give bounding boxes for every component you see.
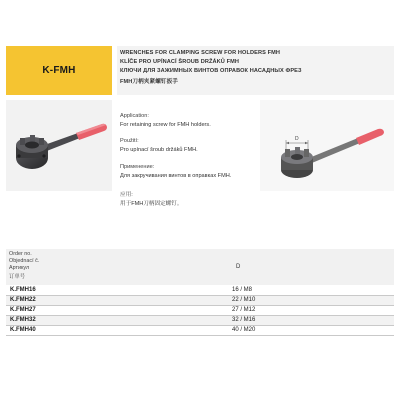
wrench-drawing-image	[260, 100, 394, 191]
order-label-cz: Objednací č.	[9, 258, 40, 264]
column-header-d: D	[236, 264, 241, 270]
product-code: K-FMH	[42, 65, 76, 76]
application-text-cz: Pro upínací šroub držáků FMH.	[120, 147, 198, 153]
row-d-value: 16 / M8	[232, 287, 253, 293]
table-row	[6, 286, 394, 296]
wrench-photo-image	[6, 100, 112, 191]
product-photo	[6, 100, 112, 191]
row-order-code: K.FMH40	[10, 327, 36, 333]
row-order-code: K.FMH16	[10, 287, 36, 293]
application-text-cn: 用于FMH刀柄固定螺钉。	[120, 201, 183, 207]
row-order-code: K.FMH27	[10, 307, 36, 313]
row-order-code: K.FMH32	[10, 317, 36, 323]
row-d-value: 27 / M12	[232, 307, 256, 313]
dimension-d-label: D	[295, 136, 299, 142]
table-row	[6, 316, 394, 326]
application-text-ru: Для закручивания винтов в оправках FMH.	[120, 173, 232, 179]
title-english: WRENCHES FOR CLAMPING SCREW FOR HOLDERS FMH	[120, 50, 280, 56]
product-code-box	[6, 46, 112, 95]
title-czech: KLÍČE PRO UPÍNACÍ ŠROUB DRŽÁKŮ FMH	[120, 59, 240, 65]
application-heading-en: Application:	[120, 113, 149, 119]
order-label-en: Order no.	[9, 251, 32, 257]
application-heading-ru: Применение:	[120, 164, 155, 170]
order-label-ru: Артикул	[9, 265, 30, 271]
table-row	[6, 326, 394, 336]
order-label-cn: 订单号	[9, 274, 26, 280]
title-russian: КЛЮЧИ ДЛЯ ЗАЖИМНЫХ ВИНТОВ ОПРАВОК НАСАДНЫХ ФРЕЗ	[120, 68, 302, 74]
title-chinese: FMH刀柄夹紧螺钉扳手	[120, 79, 178, 85]
row-d-value: 32 / M16	[232, 317, 256, 323]
table-row	[6, 296, 394, 306]
table-header	[6, 249, 394, 285]
table-row	[6, 306, 394, 316]
technical-drawing	[260, 100, 394, 191]
application-heading-cz: Použití:	[120, 138, 139, 144]
application-text-en: For retaining screw for FMH holders.	[120, 122, 211, 128]
application-heading-cn: 应用:	[120, 192, 133, 198]
row-d-value: 40 / M20	[232, 327, 256, 333]
row-d-value: 22 / M10	[232, 297, 256, 303]
row-order-code: K.FMH22	[10, 297, 36, 303]
